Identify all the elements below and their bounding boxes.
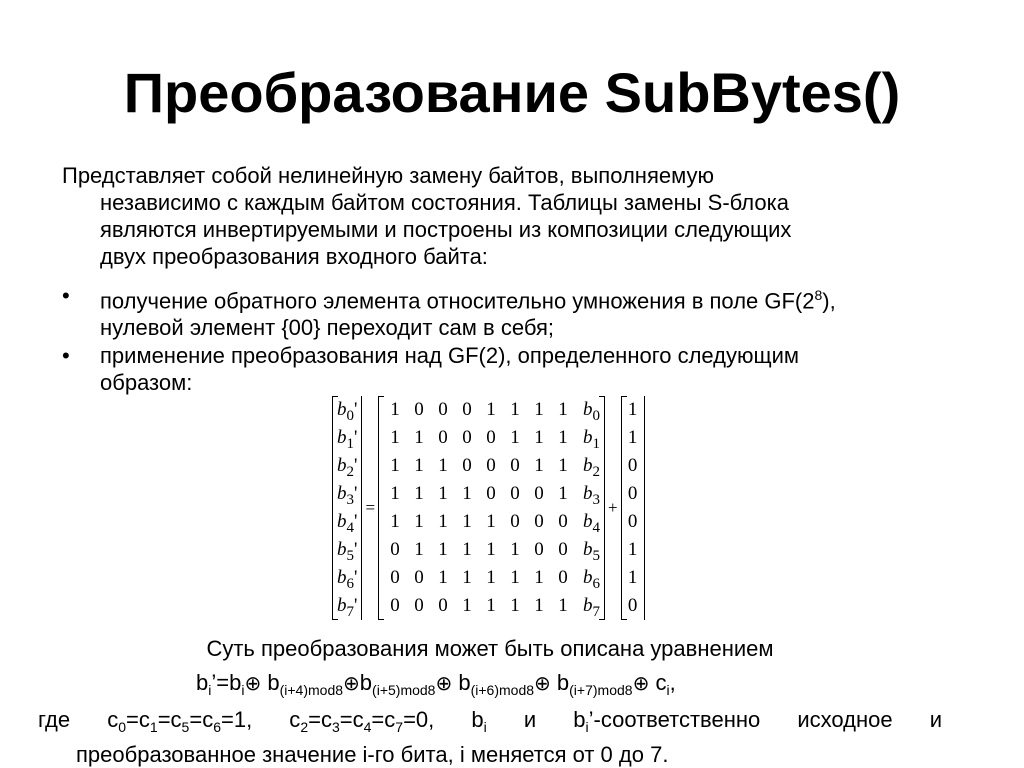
matrix-cell: 1 xyxy=(390,455,400,476)
matrix-cell: 1 xyxy=(486,511,496,532)
matrix-cell: 1 xyxy=(414,511,424,532)
def-subscript: i xyxy=(585,719,589,735)
formula-subscript: i xyxy=(666,682,670,698)
matrix-cell: 1 xyxy=(558,399,568,420)
index-subscript: 3 xyxy=(592,492,601,508)
output-bit: $b_1'$ xyxy=(337,427,358,452)
def-subscript: 5 xyxy=(181,719,190,735)
index-subscript: 7 xyxy=(592,604,601,620)
prime-mark: ' xyxy=(354,511,358,532)
matrix-cell: 1 xyxy=(390,511,400,532)
output-bit: $b_6'$ xyxy=(337,567,358,592)
bullet-text: нулевой элемент {00} переходит сам в себя; xyxy=(100,315,554,341)
intro-line: двух преобразования входного байта: xyxy=(100,244,488,269)
formula-part: b xyxy=(196,670,209,695)
intro-line: независимо с каждым байтом состояния. Таблицы замены S-блока xyxy=(100,190,789,215)
index-subscript: 6 xyxy=(346,576,354,592)
matrix-cell: 1 xyxy=(510,427,520,448)
matrix-cell: 1 xyxy=(510,399,520,420)
input-bit: $b_0$ xyxy=(583,399,601,424)
matrix-cell: 1 xyxy=(534,595,544,616)
prime-mark: ' xyxy=(354,483,358,504)
equals-sign: = xyxy=(365,498,376,517)
constant-bit: 1 xyxy=(627,539,638,560)
input-bit: $b_7$ xyxy=(583,595,601,620)
index-subscript: 2 xyxy=(592,464,601,480)
index-subscript: 5 xyxy=(346,548,354,564)
def-subscript: 6 xyxy=(213,719,221,735)
bullet-text-part: получение обратного элемента относительно умножения в поле GF(2 xyxy=(100,288,815,314)
matrix-cell: 0 xyxy=(558,567,568,588)
matrix-cell: 0 xyxy=(414,399,424,420)
matrix-cell: 0 xyxy=(390,567,400,588)
matrix-cell: 0 xyxy=(414,567,424,588)
bullet-text-part: ), xyxy=(822,288,836,314)
xor-symbol: ⊕ xyxy=(632,673,650,695)
prime-mark: ' xyxy=(354,539,358,560)
intro-paragraph xyxy=(62,162,962,270)
def-part: где c xyxy=(38,707,119,732)
matrix-cell: 1 xyxy=(462,539,472,560)
affine-transform-equation xyxy=(332,396,645,620)
matrix-cell: 1 xyxy=(534,427,544,448)
matrix-cell: 1 xyxy=(414,455,424,476)
matrix-cell: 1 xyxy=(558,595,568,616)
constant-bit: 1 xyxy=(627,399,638,420)
definitions-line: преобразованное значение i-го бита, i меняется от 0 до 7. xyxy=(76,742,669,767)
xor-symbol: ⊕ xyxy=(244,673,262,695)
output-bit: $b_3'$ xyxy=(337,483,358,508)
index-subscript: 4 xyxy=(346,520,354,536)
input-vector xyxy=(579,396,605,620)
prime-mark: ' xyxy=(354,455,358,476)
matrix-cell: 0 xyxy=(534,483,544,504)
constant-bit: 1 xyxy=(627,567,638,588)
intro-line: Представляет собой нелинейную замену байтов, выполняемую xyxy=(62,163,714,188)
matrix-cell: 0 xyxy=(510,455,520,476)
bullet-marker: • xyxy=(62,283,70,308)
matrix-cell: 1 xyxy=(462,483,472,504)
def-subscript: i xyxy=(483,719,487,735)
bullet-text xyxy=(62,282,982,314)
output-bit: $b_5'$ xyxy=(337,539,358,564)
input-bit: $b_2$ xyxy=(583,455,601,480)
matrix-cell: 0 xyxy=(534,539,544,560)
matrix-row xyxy=(383,508,575,536)
input-bit: $b_6$ xyxy=(583,567,601,592)
constant-bit: 0 xyxy=(627,511,638,532)
matrix-cell: 1 xyxy=(438,483,448,504)
def-subscript: 4 xyxy=(363,719,372,735)
matrix-cell: 1 xyxy=(438,455,448,476)
formula-subscript: (i+5)mod8 xyxy=(372,682,436,698)
index-subscript: 0 xyxy=(346,408,354,424)
matrix-cell: 0 xyxy=(558,511,568,532)
matrix-cell: 1 xyxy=(414,539,424,560)
index-subscript: 6 xyxy=(592,576,601,592)
matrix-cell: 1 xyxy=(390,399,400,420)
index-subscript: 4 xyxy=(592,520,601,536)
matrix-row xyxy=(383,480,575,508)
prime-mark: ' xyxy=(354,567,358,588)
matrix-row xyxy=(383,424,575,452)
definitions-line xyxy=(38,706,942,741)
matrix-cell: 1 xyxy=(390,427,400,448)
matrix-cell: 0 xyxy=(534,511,544,532)
formula-part: b xyxy=(261,670,280,695)
summary-text: Суть преобразования может быть описана уравнением xyxy=(206,636,774,661)
prime-mark: ' xyxy=(354,595,358,616)
output-vector xyxy=(332,396,362,620)
bullet-text: применение преобразования над GF(2), определенного следующим xyxy=(100,343,800,368)
def-subscript: 7 xyxy=(395,719,404,735)
constant-bit: 0 xyxy=(627,483,638,504)
matrix-row xyxy=(383,592,575,620)
matrix-cell: 1 xyxy=(438,567,448,588)
index-subscript: 1 xyxy=(346,436,354,452)
slide-title: Преобразование SubBytes() xyxy=(123,61,901,124)
formula-part: b xyxy=(452,670,471,695)
constant-bit: 1 xyxy=(627,427,638,448)
matrix-cell: 0 xyxy=(486,427,496,448)
bullet-item-affine xyxy=(62,342,982,396)
matrix-row xyxy=(383,452,575,480)
def-subscript: 1 xyxy=(149,719,158,735)
matrix-cell: 1 xyxy=(534,455,544,476)
def-part: =c xyxy=(371,707,396,732)
bullet-item-inverse xyxy=(62,282,982,341)
def-part: =c xyxy=(157,707,182,732)
matrix-cell: 1 xyxy=(558,455,568,476)
transform-matrix xyxy=(378,396,579,620)
formula-part: b xyxy=(550,670,570,695)
def-part: =c xyxy=(189,707,214,732)
matrix-cell: 0 xyxy=(438,399,448,420)
formula-part: , xyxy=(669,670,676,695)
index-subscript: 5 xyxy=(592,548,601,564)
matrix-cell: 0 xyxy=(486,455,496,476)
matrix-cell: 0 xyxy=(438,595,448,616)
xor-symbol: ⊕ xyxy=(534,673,551,695)
def-part: ’-соответственно исходное и xyxy=(588,707,942,732)
matrix-cell: 1 xyxy=(510,539,520,560)
matrix-cell: 0 xyxy=(462,427,472,448)
exponent: 8 xyxy=(814,287,823,303)
output-bit: $b_0'$ xyxy=(337,399,358,424)
matrix-cell: 0 xyxy=(510,511,520,532)
matrix-cell: 1 xyxy=(414,483,424,504)
matrix-cell: 0 xyxy=(558,539,568,560)
prime-mark: ' xyxy=(354,399,358,420)
intro-line: являются инвертируемыми и построены из композиции следующих xyxy=(100,217,792,242)
matrix-cell: 0 xyxy=(438,427,448,448)
matrix-cell: 1 xyxy=(414,427,424,448)
matrix-cell: 1 xyxy=(462,511,472,532)
matrix-cell: 1 xyxy=(438,511,448,532)
xor-symbol: ⊕ xyxy=(435,673,453,695)
matrix-cell: 1 xyxy=(486,539,496,560)
matrix-cell: 1 xyxy=(486,567,496,588)
index-subscript: 7 xyxy=(346,604,354,620)
formula-subscript: (i+4)mod8 xyxy=(279,682,344,698)
matrix-cell: 0 xyxy=(414,595,424,616)
matrix-and-input xyxy=(378,396,605,620)
matrix-cell: 0 xyxy=(462,455,472,476)
def-part: =1, c xyxy=(221,707,301,732)
matrix-cell: 1 xyxy=(462,567,472,588)
plus-sign: + xyxy=(608,498,618,517)
def-part: =c xyxy=(308,707,332,732)
output-bit: $b_4'$ xyxy=(337,511,358,536)
input-bit: $b_1$ xyxy=(583,427,601,452)
def-subscript: 3 xyxy=(331,719,340,735)
matrix-cell: 1 xyxy=(558,483,568,504)
matrix-cell: 1 xyxy=(462,595,472,616)
matrix-cell: 0 xyxy=(510,483,520,504)
constant-bit: 0 xyxy=(627,595,638,616)
matrix-row xyxy=(383,564,575,592)
index-subscript: 0 xyxy=(592,408,601,424)
matrix-cell: 0 xyxy=(390,595,400,616)
matrix-cell: 1 xyxy=(510,595,520,616)
output-bit: $b_7'$ xyxy=(337,595,358,620)
formula-subscript: (i+6)mod8 xyxy=(470,682,535,698)
index-subscript: 3 xyxy=(346,492,354,508)
prime-mark: ' xyxy=(354,427,358,448)
formula-part: c xyxy=(649,670,667,695)
index-subscript: 1 xyxy=(592,436,601,452)
index-subscript: 2 xyxy=(346,464,354,480)
matrix-cell: 0 xyxy=(486,483,496,504)
formula-part: ’=b xyxy=(211,670,242,695)
input-bit: $b_5$ xyxy=(583,539,601,564)
matrix-cell: 1 xyxy=(390,483,400,504)
definitions-paragraph xyxy=(38,706,942,768)
output-bit: $b_2'$ xyxy=(337,455,358,480)
matrix-cell: 1 xyxy=(438,539,448,560)
matrix-cell: 1 xyxy=(534,567,544,588)
def-subscript: 0 xyxy=(118,719,127,735)
matrix-cell: 1 xyxy=(486,399,496,420)
input-bit: $b_4$ xyxy=(583,511,601,536)
matrix-row xyxy=(383,396,575,424)
matrix-cell: 0 xyxy=(462,399,472,420)
bullet-text: образом: xyxy=(100,370,193,395)
matrix-cell: 1 xyxy=(558,427,568,448)
constant-vector xyxy=(621,396,645,620)
formula-subscript: i xyxy=(241,682,245,698)
formula-subscript: i xyxy=(208,682,212,698)
formula-part: b xyxy=(359,670,373,695)
def-part: =0, b xyxy=(403,707,484,732)
formula-subscript: (i+7)mod8 xyxy=(569,682,633,698)
constant-bit: 0 xyxy=(627,455,638,476)
bit-formula xyxy=(196,668,676,705)
bullet-marker: • xyxy=(62,343,70,368)
def-part: и b xyxy=(486,707,586,732)
def-subscript: 2 xyxy=(300,719,309,735)
matrix-row xyxy=(383,536,575,564)
matrix-cell: 1 xyxy=(486,595,496,616)
matrix-cell: 1 xyxy=(534,399,544,420)
xor-symbol: ⊕ xyxy=(343,673,360,695)
matrix-cell: 0 xyxy=(390,539,400,560)
matrix-cell: 1 xyxy=(510,567,520,588)
def-part: =c xyxy=(126,707,150,732)
input-bit: $b_3$ xyxy=(583,483,601,508)
def-part: =c xyxy=(339,707,364,732)
